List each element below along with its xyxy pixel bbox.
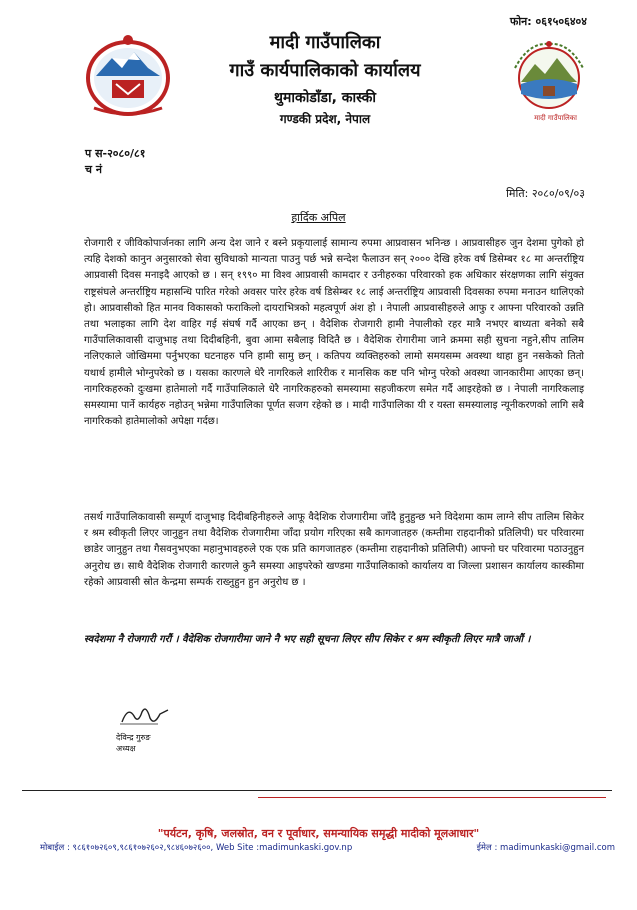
dispatch-number: च नं	[85, 163, 102, 176]
office-subtitle: गाउँ कार्यपालिकाको कार्यालय	[229, 60, 421, 81]
body-paragraph-1: रोजगारी र जीविकोपार्जनका लागि अन्य देश जाने र बस्ने प्रकृयालाई सामान्य रुपमा आप्रवासन भनिन्छ । आप्रवासीहरु जुन देशमा पुगेको हो त्यहि देशको कानुन अनुसारको सेवा सुविधाको मान्यता पाउनु पर्छ भन्ने सन्देश फैलाउन सन् २००० देखि हरेक वर्ष डिसेम्बर १८ मा अन्तर्राष्ट्रिय आप्रवासी दिवस मनाइदै आएको छ । सन् १९९० मा विश्व आप्रवासी कामदार र उनीहरुका परिवारको हक अधिकार संरक्षणका लागि संयुक्त राष्ट्रसंघले अन्तर्राष्ट्रिय महासन्धि पारित गरेको अवसर पारेर हरेक वर्ष डिसेम्बर १८ लाई अन्तर्राष्ट्रिय आप्रवासी दिवसका रुपमा मनाउन थालिएको हो। आप्रवासीको हित मानव विकासको फराकिलो दायराभित्रको महत्वपूर्ण अंश हो । नेपाली आप्रवासीहरुले आफु र आफ्ना परिवारको उन्नति तथा भलाइका लागि देश वाहिर गई संघर्ष गर्दै आएका छन् । वैदेशिक रोजगारी हामी नेपालीको रहर मात्रै नभएर बाध्यता बनेको सबै गाउँपालिकावासी दाजुभाइ तथा दिदीबहिनी, बुवा आमा सबैलाइ विदितै छ । वैदेशिक रोगारीमा जाने क्रममा सही सुचना नहुने,सीप तालिम नलिएकाले जोखिममा पर्नुभएका घटनाहरु पनि हामी सामु छन् । कतिपय व्यक्तिहरुको लामो समयसम्म अवस्था थाहा हुन नसकेको तितो यथार्थ हामीले भोग्नुपरेको छ । यसका कारणले धेरै नागरिकले शारिरीक र मानसिक कष्ट पनि भोग्नु परेको अवस्था जानकारीमा आएका छन्। नागरिकहरुको दुःखमा हातेमालो गर्दै गाउँपालिकाले धेरै नागरिकहरुको समस्यामा सहजीकरण समेत गर्दै आइरहेको छ । नेपाली नागरिकलाइ समस्यामा पार्ने कार्यहरु नहोउन् भन्नेमा गाउँपालिका पूर्णत सजग रहेको छ । मादी गाउँपालिका यी र यस्ता समस्यालाइ न्यूनीकरणको लागि सबै नागरिकको हातेमालोको अपेक्षा गर्दछ।	[84, 238, 584, 428]
letter-number: प स-२०८०/८१	[85, 147, 146, 160]
office-heading	[180, 30, 470, 127]
signatory-name: देविन्द्र गुरुङ	[116, 733, 151, 742]
phone-number: फोन: ०६१५०६४०४	[509, 15, 587, 28]
signatory-block	[116, 732, 150, 754]
handwritten-signature	[118, 702, 178, 728]
footer-mobile-web: मोबाईल : ९८६१०७२६०९,९८६१०७२६०२,९८४६०७२६००, Web Site :madimunkaski.gov.np	[40, 843, 353, 853]
signatory-title: अध्यक्ष	[116, 744, 136, 753]
office-location: थुमाकोडाँडा, कास्की	[274, 90, 376, 106]
letter-date: मिति: २०८०/०९/०३	[506, 187, 585, 200]
footer-contact	[40, 842, 615, 853]
letter-subject: हार्दिक अपिल	[291, 211, 346, 224]
footer-divider-red	[258, 797, 606, 798]
body-paragraph-2: तसर्थ गाउँपालिकावासी सम्पूर्ण दाजुभाइ दिदीबहिनीहरुले आफू वैदेशिक रोजगारीमा जाँदै हुनुहुन्छ भने विदेशमा काम लाग्ने सीप तालिम सिकेर र श्रम स्वीकृती लिएर जानुहुन तथा वैदेशिक रोजगारीमा जाँदा प्रयोग गरिएका सबै कागजातहरु (कम्तीमा राहदानीको प्रतिलिपी) घर परिवारमा छाडेर जानुहुन तथा गैसवनुभएका महानुभावहरुले एक एक प्रति कागजातहरु (कम्तीमा राहदानीको प्रतिलिपी) आफ्नो घर परिवारमा पठाउनुहुन अनुरोध छ। साथै वैदेशिक रोजगारी कारणले कुनै समस्या आइपरेको खण्डमा गाउँपालिकाको कार्यालय वा जिल्ला प्रशासन कार्यालय कास्कीमा रहेको आप्रवासी स्रोत केन्द्रमा सम्पर्क राख्नुहुन हुन अनुरोध छ ।	[84, 512, 584, 588]
footer-divider-black	[22, 790, 612, 791]
footer-email: ईमेल : madimunkaski@gmail.com	[476, 843, 615, 853]
municipality-logo	[509, 38, 589, 116]
office-name: मादी गाउँपालिका	[269, 32, 381, 53]
appeal-slogan: स्वदेशमा नै रोजगारी गरौं । वैदेशिक रोजगारीमा जाने नै भए सही सूचना लिएर सीप सिकेर र श्रम स्वीकृती लिएर मात्रै जाऔं ।	[84, 634, 531, 645]
office-province: गण्डकी प्रदेश, नेपाल	[279, 112, 371, 126]
reference-block	[85, 146, 145, 178]
nepal-emblem-logo	[82, 28, 174, 116]
footer-motto: "पर्यटन, कृषि, जलस्रोत, वन र पूर्वाधार, समन्यायिक समृद्धी मादीको मूलआधार"	[157, 827, 480, 840]
municipality-logo-caption: मादी गाउँपालिका	[534, 114, 577, 122]
